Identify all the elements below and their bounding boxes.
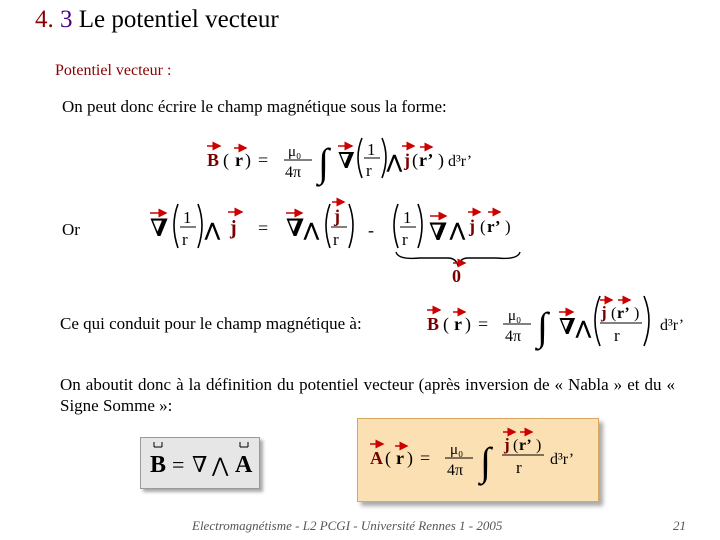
symbol-r: r: [235, 150, 243, 170]
conclusion-text: Ce qui conduit pour le champ magnétique à:: [60, 314, 362, 333]
denominator-r: r: [333, 230, 339, 249]
big-paren-right: [644, 296, 649, 346]
symbol-r-prime: r’: [617, 305, 630, 322]
numerator-j: j: [504, 435, 510, 454]
paren-close: ): [438, 150, 444, 170]
d3r: d³r’: [448, 153, 473, 170]
wedge: ⋀: [387, 152, 402, 172]
integral-sign: ∫: [480, 439, 491, 484]
minus: -: [368, 220, 374, 240]
big-paren-left: [174, 204, 178, 248]
symbol-j: j: [404, 150, 410, 170]
paren-close: ): [505, 217, 511, 236]
numerator-one: 1: [367, 140, 376, 159]
underbrace: [396, 252, 520, 266]
denominator-r: r: [614, 326, 620, 345]
denominator-r: r: [366, 161, 372, 180]
numerator-j: j: [334, 206, 340, 226]
numerator-j: j: [601, 303, 607, 322]
paren-open: (: [443, 314, 449, 334]
four-pi: 4π: [505, 328, 522, 345]
zero-vector: 0: [452, 266, 461, 286]
equals: =: [258, 218, 269, 238]
paren-open: (: [513, 437, 519, 454]
d3r: d³r’: [660, 317, 685, 334]
symbol-B: B: [427, 314, 440, 334]
paren-close: ): [407, 448, 413, 468]
equals: =: [258, 150, 269, 170]
denominator-r: r: [182, 230, 188, 249]
numerator-one: 1: [403, 208, 412, 227]
definition-paragraph: On aboutit donc à la définition du potentiel vecteur (après inversion de « Nabla » et du « Signe Somme »:: [60, 375, 675, 415]
nabla: ∇: [286, 216, 305, 242]
paren-open: (: [223, 150, 229, 170]
paren-close: ): [245, 150, 251, 170]
big-paren-left: [595, 296, 600, 346]
intro-text: On peut donc écrire le champ magnétique sous la forme:: [62, 97, 447, 116]
wedge: ⋀: [450, 220, 465, 240]
numerator-one: 1: [183, 208, 192, 227]
symbol-r-prime: r’: [487, 217, 501, 236]
definition-b-equals-curl-a: [150, 442, 253, 478]
four-pi: 4π: [447, 462, 464, 479]
big-paren-right: [418, 204, 422, 248]
wedge: ⋀: [205, 220, 220, 240]
page-number: 21: [673, 518, 686, 533]
wedge: ⋀: [212, 455, 229, 477]
equation-b-field-1: [207, 138, 472, 187]
symbol-r: r: [454, 314, 462, 334]
big-paren-right: [349, 204, 353, 248]
symbol-B: B: [150, 452, 167, 478]
wedge: ⋀: [576, 318, 591, 338]
equals: =: [420, 448, 431, 468]
four-pi: 4π: [285, 164, 302, 181]
nabla: ∇: [559, 314, 576, 339]
paren-close: ): [465, 314, 471, 334]
equation-vector-potential: [370, 432, 574, 486]
symbol-B: B: [207, 150, 220, 170]
title-number: 4.: [35, 6, 54, 33]
big-paren-right: [382, 138, 386, 178]
paren-open: (: [385, 448, 391, 468]
integral-sign: ∫: [537, 304, 548, 349]
symbol-j: j: [469, 216, 475, 236]
title-section: 3: [60, 6, 73, 33]
equation-identity: [150, 202, 520, 286]
footer-text: Electromagnétisme - L2 PCGI - Université Rennes 1 - 2005: [192, 518, 503, 533]
integral-sign: ∫: [318, 140, 329, 185]
nabla: ∇: [150, 216, 169, 242]
title-text: Le potentiel vecteur: [78, 6, 279, 33]
subtitle: Potentiel vecteur :: [55, 62, 172, 79]
equals: =: [172, 452, 185, 477]
symbol-A: A: [235, 452, 253, 478]
d3r: d³r’: [550, 451, 575, 468]
symbol-r-prime: r’: [519, 437, 532, 454]
big-paren-left: [326, 204, 330, 248]
equation-b-field-2: [427, 296, 684, 351]
denominator-r: r: [402, 230, 408, 249]
symbol-A: A: [370, 448, 383, 468]
symbol-j: j: [230, 217, 237, 239]
big-paren-left: [358, 138, 362, 178]
equals: =: [478, 314, 489, 334]
paren-open: (: [611, 305, 617, 322]
mu0: μ₀: [508, 308, 522, 324]
or-label: Or: [62, 220, 80, 239]
mu0: μ₀: [450, 442, 464, 458]
nabla: ∇: [192, 452, 208, 477]
paren-open: (: [480, 217, 486, 236]
paren-close: ): [634, 305, 640, 322]
wedge: ⋀: [304, 220, 319, 240]
paren-close: ): [536, 437, 542, 454]
symbol-r: r: [396, 448, 404, 468]
nabla: ∇: [338, 148, 355, 173]
big-paren-right: [198, 204, 202, 248]
symbol-r-prime: r’: [419, 150, 434, 170]
mu0: μ₀: [288, 144, 302, 160]
paren-open: (: [412, 150, 418, 170]
denominator-r: r: [516, 458, 522, 477]
nabla: ∇: [429, 220, 448, 246]
big-paren-left: [394, 204, 398, 248]
